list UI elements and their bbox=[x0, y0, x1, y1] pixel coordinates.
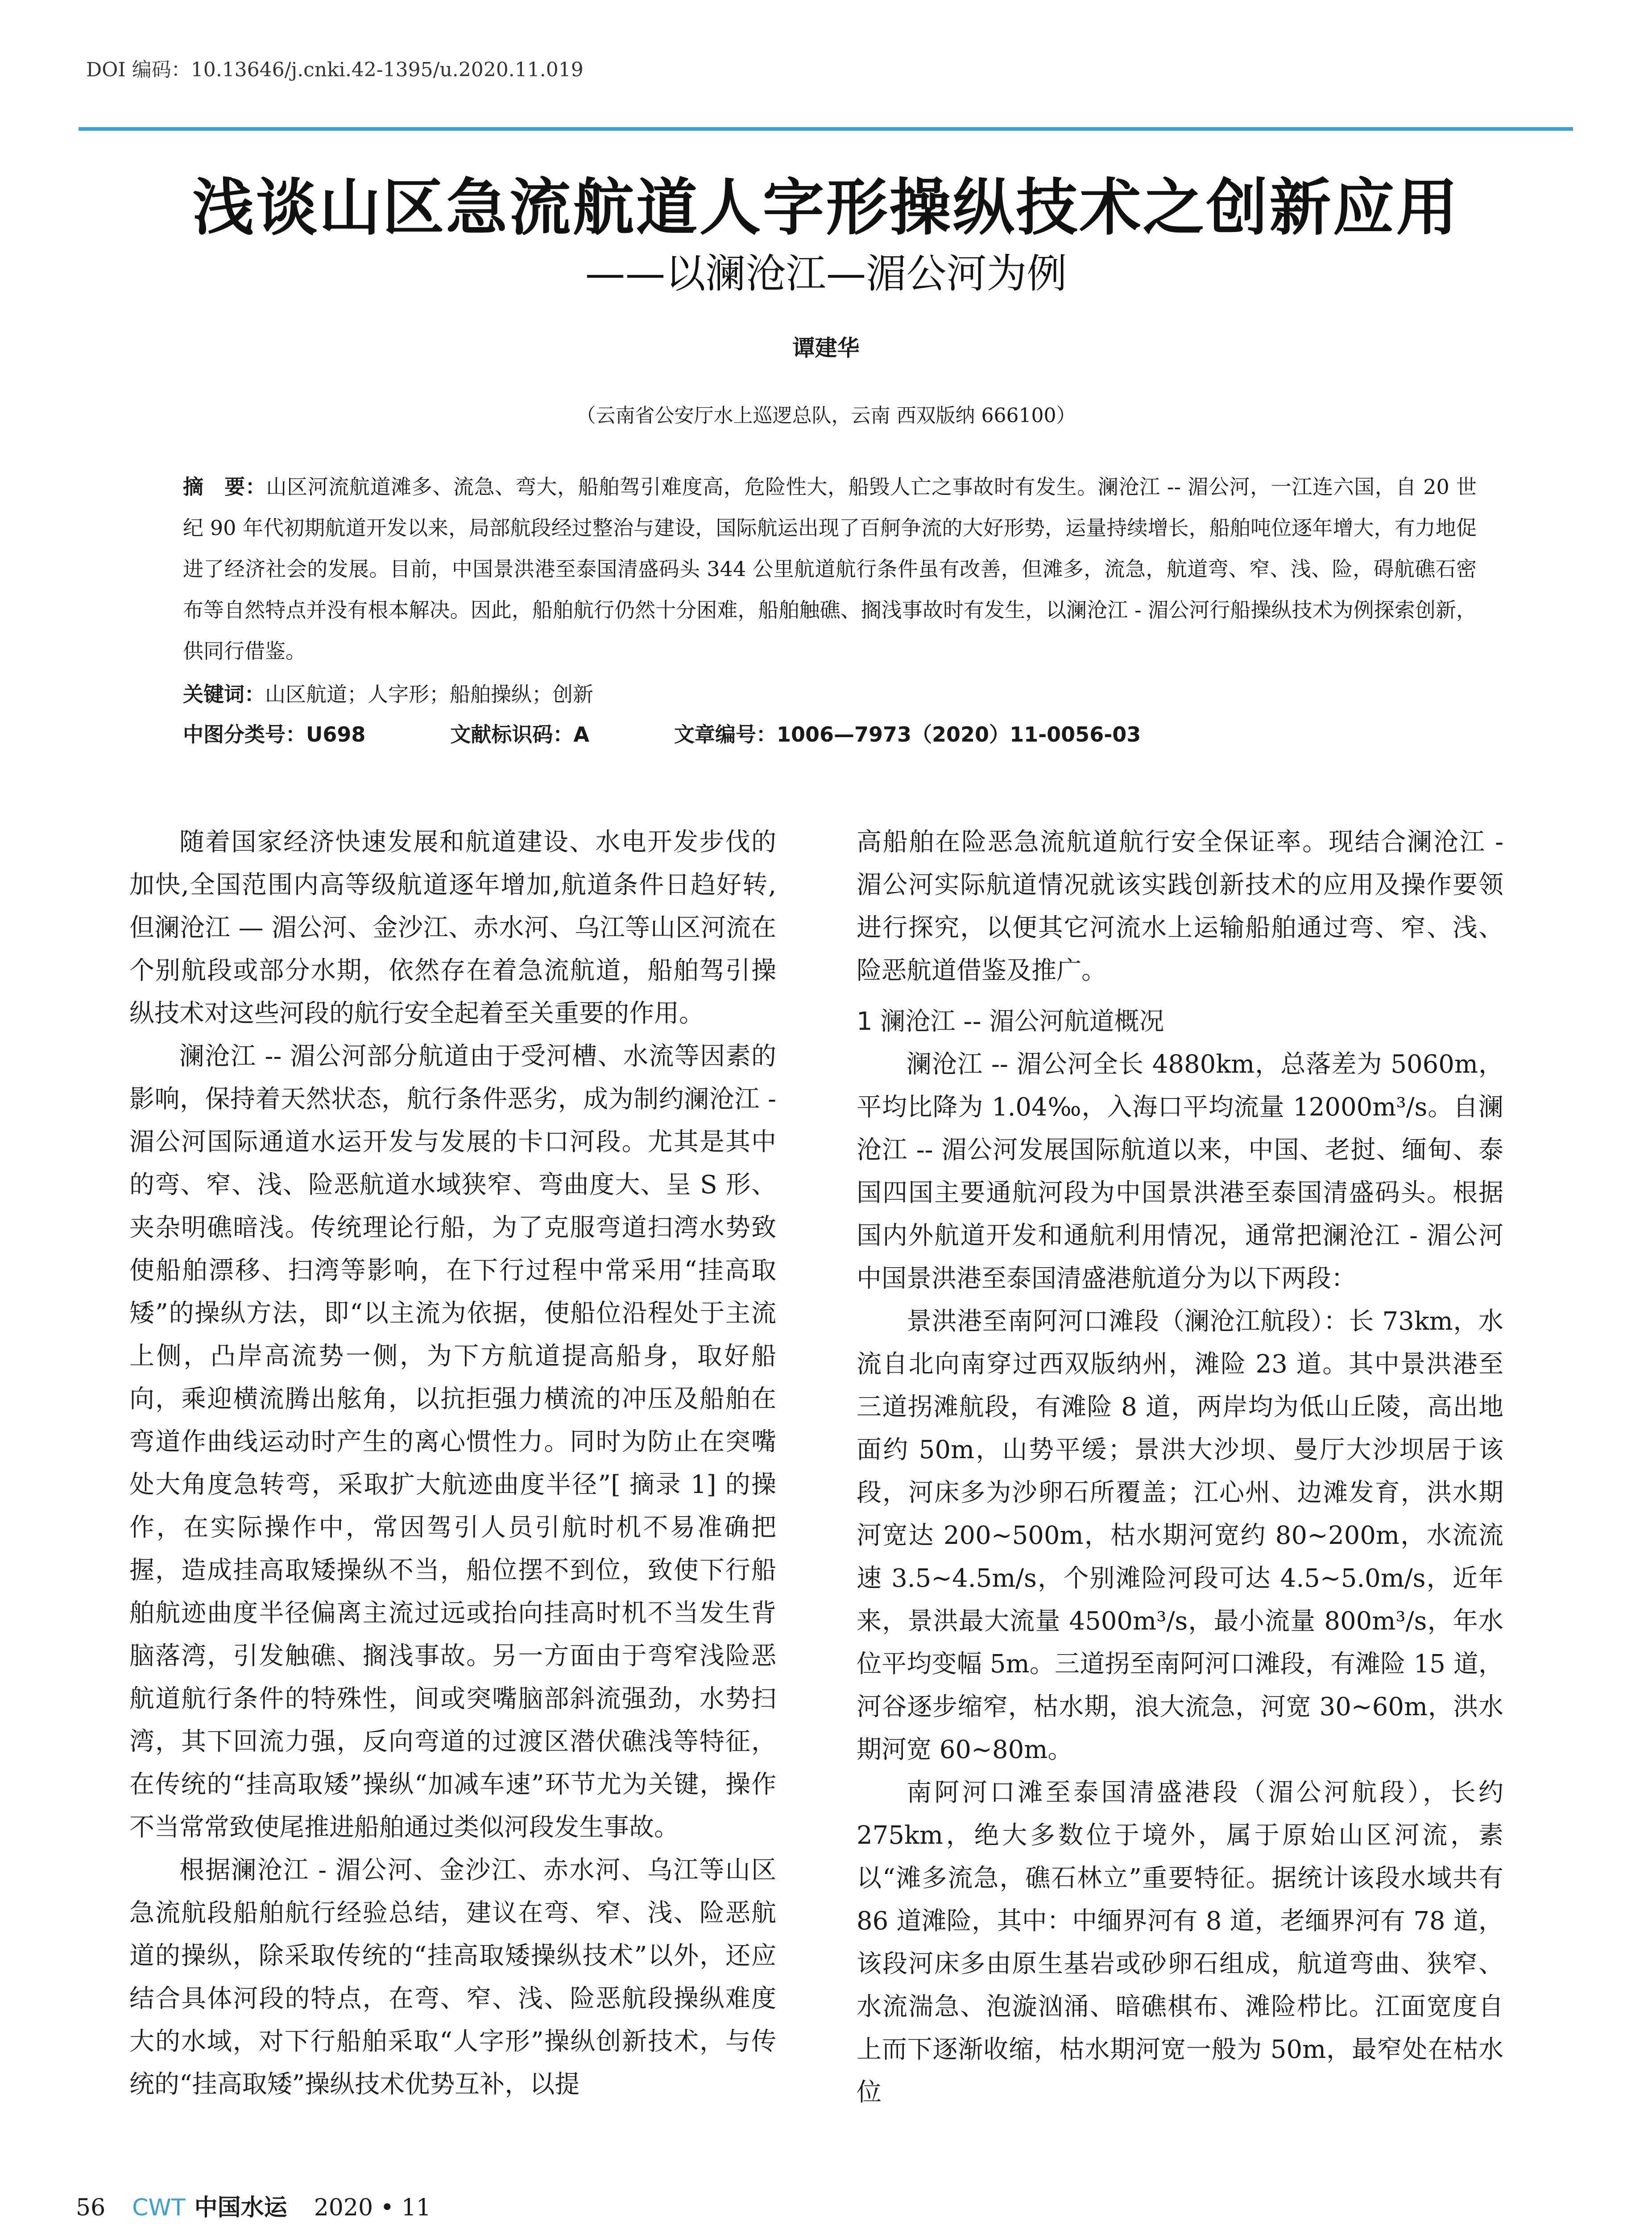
paragraph: 澜沧江 -- 湄公河全长 4880km，总落差为 5060m，平均比降为 1.04‰，入海口平均流量 12000m³/s。自澜沧江 -- 湄公河发展国际航道以来，中国、老挝、缅甸、泰国四国主要通航河段为中国景洪港至泰国清盛码头。根据国内外航道开发和通航利用情况，通常把澜沧江 - 湄公河中国景洪港至泰国清盛港航道分为以下两段： bbox=[857, 1050, 1503, 1293]
author: 谭建华 bbox=[792, 335, 860, 361]
journal-logo: CWT bbox=[132, 2194, 186, 2221]
paragraph: 高船舶在险恶急流航道航行安全保证率。现结合澜沧江 - 湄公河实际航道情况就该实践创新技术的应用及操作要领进行探究，以便其它河流水上运输船舶通过弯、窄、浅、险恶航道借鉴及推广。 bbox=[857, 828, 1503, 985]
header-rule bbox=[79, 127, 1573, 131]
keywords bbox=[183, 678, 593, 708]
classification-line bbox=[183, 718, 1477, 748]
keywords-text: 山区航道；人字形；船舶操纵；创新 bbox=[265, 682, 593, 706]
page-number: 56 bbox=[76, 2194, 106, 2221]
article-title: 浅谈山区急流航道人字形操纵技术之创新应用 bbox=[192, 172, 1460, 244]
clc-value: U698 bbox=[306, 722, 366, 746]
article-number-label: 文章编号： bbox=[674, 722, 777, 746]
abstract-label: 摘 要： bbox=[183, 475, 266, 499]
clc-label: 中图分类号： bbox=[183, 722, 306, 746]
page-footer bbox=[76, 2189, 431, 2222]
doc-code-label: 文献标识码： bbox=[450, 722, 574, 746]
paragraph: 根据澜沧江 - 湄公河、金沙江、赤水河、乌江等山区急流航段船舶航行经验总结，建议在弯、窄、浅、险恶航道的操纵，除采取传统的“挂高取矮操纵技术”以外，还应结合具体河段的特点，在弯、窄、浅、险恶航段操纵难度大的水域，对下行船舶采取“人字形”操纵创新技术，与传统的“挂高取矮”操纵技术优势互补，以提 bbox=[129, 1856, 776, 2099]
affiliation: （云南省公安厅水上巡逻总队，云南 西双版纳 666100） bbox=[576, 404, 1076, 427]
abstract bbox=[183, 466, 1477, 672]
right-column bbox=[857, 821, 1503, 2114]
keywords-label: 关键词： bbox=[183, 682, 265, 706]
section-heading: 1 澜沧江 -- 湄公河航道概况 bbox=[857, 1007, 1164, 1036]
abstract-text: 山区河流航道滩多、流急、弯大，船舶驾引难度高，危险性大，船毁人亡之事故时有发生。澜沧江 -- 湄公河，一江连六国，自 20 世纪 90 年代初期航道开发以来，局部航段经过整治与建设，国际航运出现了百舸争流的大好形势，运量持续增长，船舶吨位逐年增大，有力地促进了经济社会的发展。目前，中国景洪港至泰国清盛码头 344 公里航道航行条件虽有改善，但滩多，流急，航道弯、窄、浅、险，碍航礁石密布等自然特点并没有根本解决。因此，船舶航行仍然十分困难，船舶触礁、搁浅事故时有发生，以澜沧江 - 湄公河行船操纵技术为例探索创新，供同行借鉴。 bbox=[183, 475, 1477, 663]
doc-code-value: A bbox=[573, 722, 589, 746]
paragraph: 随着国家经济快速发展和航道建设、水电开发步伐的加快,全国范围内高等级航道逐年增加,航道条件日趋好转,但澜沧江 — 湄公河、金沙江、赤水河、乌江等山区河流在个别航段或部分水期，依然存在着急流航道，船舶驾引操纵技术对这些河段的航行安全起着至关重要的作用。 bbox=[129, 828, 776, 1028]
paragraph: 澜沧江 -- 湄公河部分航道由于受河槽、水流等因素的影响，保持着天然状态，航行条件恶劣，成为制约澜沧江 - 湄公河国际通道水运开发与发展的卡口河段。尤其是其中的弯、窄、浅、险恶航道水域狭窄、弯曲度大、呈 S 形、夹杂明礁暗浅。传统理论行船，为了克服弯道扫湾水势致使船舶漂移、扫湾等影响，在下行过程中常采用“挂高取矮”的操纵方法，即“以主流为依据，使船位沿程处于主流上侧，凸岸高流势一侧，为下方航道提高船身，取好船向，乘迎横流腾出舷角，以抗拒强力横流的冲压及船舶在弯道作曲线运动时产生的离心惯性力。同时为防止在突嘴处大角度急转弯，采取扩大航迹曲度半径”[ 摘录 1] 的操作，在实际操作中，常因驾引人员引航时机不易准确把握，造成挂高取矮操纵不当，船位摆不到位，致使下行船舶航迹曲度半径偏离主流过远或抬向挂高时机不当发生背脑落湾，引发触礁、搁浅事故。另一方面由于弯窄浅险恶航道航行条件的特殊性，间或突嘴脑部斜流强劲，水势扫湾，其下回流力强，反向弯道的过渡区潜伏礁浅等特征，在传统的“挂高取矮”操纵“加减车速”环节尤为关键，操作不当常常致使尾推进船舶通过类似河段发生事故。 bbox=[129, 1042, 776, 1842]
doi-line: DOI 编码：10.13646/j.cnki.42-1395/u.2020.11.019 bbox=[86, 58, 584, 81]
article-subtitle: ——以澜沧江—湄公河为例 bbox=[585, 250, 1067, 297]
paragraph: 景洪港至南阿河口滩段（澜沧江航段）：长 73km，水流自北向南穿过西双版纳州，滩险 23 道。其中景洪港至三道拐滩航段，有滩险 8 道，两岸均为低山丘陵，高出地面约 50m，山势平缓；景洪大沙坝、曼厅大沙坝居于该段，河床多为沙卵石所覆盖；江心州、边滩发育，洪水期河宽达 200~500m，枯水期河宽约 80~200m，水流流速 3.5~4.5m/s，个别滩险河段可达 4.5~5.0m/s，近年来，景洪最大流量 4500m³/s，最小流量 800m³/s，年水位平均变幅 5m。三道拐至南阿河口滩段，有滩险 15 道，河谷逐步缩窄，枯水期，浪大流急，河宽 30~60m，洪水期河宽 60~80m。 bbox=[857, 1307, 1503, 1764]
article-number-value: 1006—7973（2020）11-0056-03 bbox=[776, 722, 1141, 746]
issue: 2020 • 11 bbox=[314, 2194, 431, 2221]
journal-name: 中国水运 bbox=[194, 2194, 287, 2221]
left-column bbox=[129, 821, 776, 2106]
paragraph: 南阿河口滩至泰国清盛港段（湄公河航段），长约 275km，绝大多数位于境外，属于原始山区河流，素以“滩多流急，礁石林立”重要特征。据统计该段水域共有 86 道滩险，其中：中缅界河有 8 道，老缅界河有 78 道，该段河床多由原生基岩或砂卵石组成，航道弯曲、狭窄、水流湍急、泡漩汹涌、暗礁棋布、滩险栉比。江面宽度自上而下逐渐收缩，枯水期河宽一般为 50m，最窄处在枯水位 bbox=[857, 1778, 1503, 2107]
